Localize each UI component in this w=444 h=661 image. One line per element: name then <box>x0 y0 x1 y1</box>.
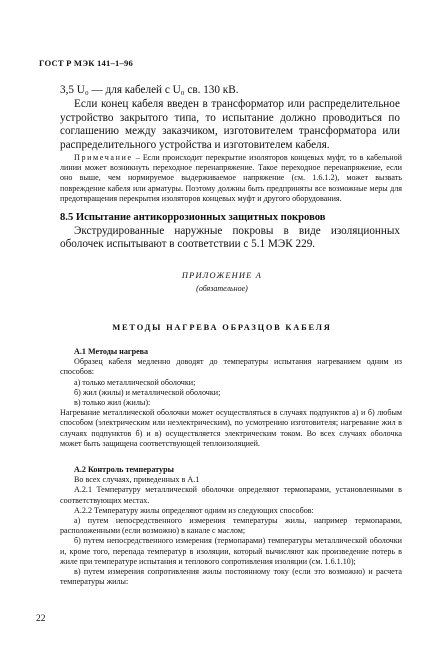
note-block <box>60 153 402 204</box>
section-a1 <box>60 347 402 449</box>
section-a1-heading: A.1 Методы нагрева <box>74 347 149 356</box>
section-a1-paragraph: Нагревание металлической оболочки может осуществляться в случаях подпунктов а) и б) любым способом (электрическим или неэлектрическим), по усмотрению изготовителя; нагревание жил в случаях подпунктов б) и в) осуществляется электрическим током. Во всех случаях оболочка может быть защищена соответствующей теплоизоляцией. <box>60 408 402 448</box>
voltage-line: 3,5 U₀ — для кабелей с U₀ св. 130 кВ. <box>60 84 239 96</box>
section-8-5 <box>60 211 400 252</box>
section-a2-1: А.2.1 Температуру металлической оболочки определяют термопарами, установленными в соответствующих местах. <box>60 485 402 505</box>
appendix-main-title: МЕТОДЫ НАГРЕВА ОБРАЗЦОВ КАБЕЛЯ <box>112 323 332 332</box>
section-a1-intro: Образец кабеля медленно доводят до температуры испытания нагреванием одним из способов: <box>60 357 402 377</box>
list-item: б) жил (жилы) и металлической оболочки; <box>74 387 221 397</box>
page-number: 22 <box>36 614 46 624</box>
note-label: Примечание <box>74 153 133 162</box>
note-text: – Если происходит перекрытие изоляторов концевых муфт, то в кабельной линии может возникнуть переходное перенапряжение. Такое переходное перенапряжение, если оно выше, чем нормируемое выдерживаемое напряжение (см. 1.6.1.2), может вызвать повреждение кабеля или арматуры. Поэтому должны быть предприняты все возможные меры для предотвращения перекрытия изоляторов концевых муфт и другого оборудования. <box>60 153 402 203</box>
document-header: ГОСТ Р МЭК 141–1–96 <box>39 58 134 68</box>
appendix-subtitle: (обязательное) <box>196 284 248 293</box>
list-item: в) только жил (жилы): <box>74 398 151 408</box>
section-a2 <box>60 465 402 587</box>
section-a2-intro: Во всех случаях, приведенных в А.1 <box>74 475 200 485</box>
list-item: в) путем измерения сопротивления жилы постоянному току (если это возможно) и расчета температуры жилы: <box>60 567 402 587</box>
section-a2-heading: A.2 Контроль температуры <box>74 465 174 474</box>
section-a2-2: А.2.2 Температуру жилы определяют одним из следующих способов: <box>74 505 314 515</box>
appendix-title: ПРИЛОЖЕНИЕ А <box>181 271 263 280</box>
list-item: а) только металлической оболочки; <box>74 377 196 387</box>
section-8-5-heading: 8.5 Испытание антикоррозионных защитных покровов <box>60 212 326 223</box>
section-8-5-text: Экструдированные наружные покровы в виде изоляционных оболочек испытывают в соответствии с 5.1 МЭК 229. <box>60 224 400 251</box>
list-item: а) путем непосредственного измерения температуры жилы, например термопарами, расположенными (если возможно) в канале с маслом; <box>60 516 402 536</box>
paragraph-cable-end: Если конец кабеля введен в трансформатор или распределительное устройство закрытого типа, то испытание должно проводиться по соглашению между заказчиком, изготовителем трансформатора или распределительного устройства и изготовителем кабеля. <box>60 98 400 151</box>
list-item: б) путем непосредственного измерения (термопарами) температуры металлической оболочки и, кроме того, перепада температур в изоляции, который вычисляют как произведение потерь в жиле при температуре испытания и теплового сопротивления изоляции (см. 1.6.1.10); <box>60 536 402 566</box>
